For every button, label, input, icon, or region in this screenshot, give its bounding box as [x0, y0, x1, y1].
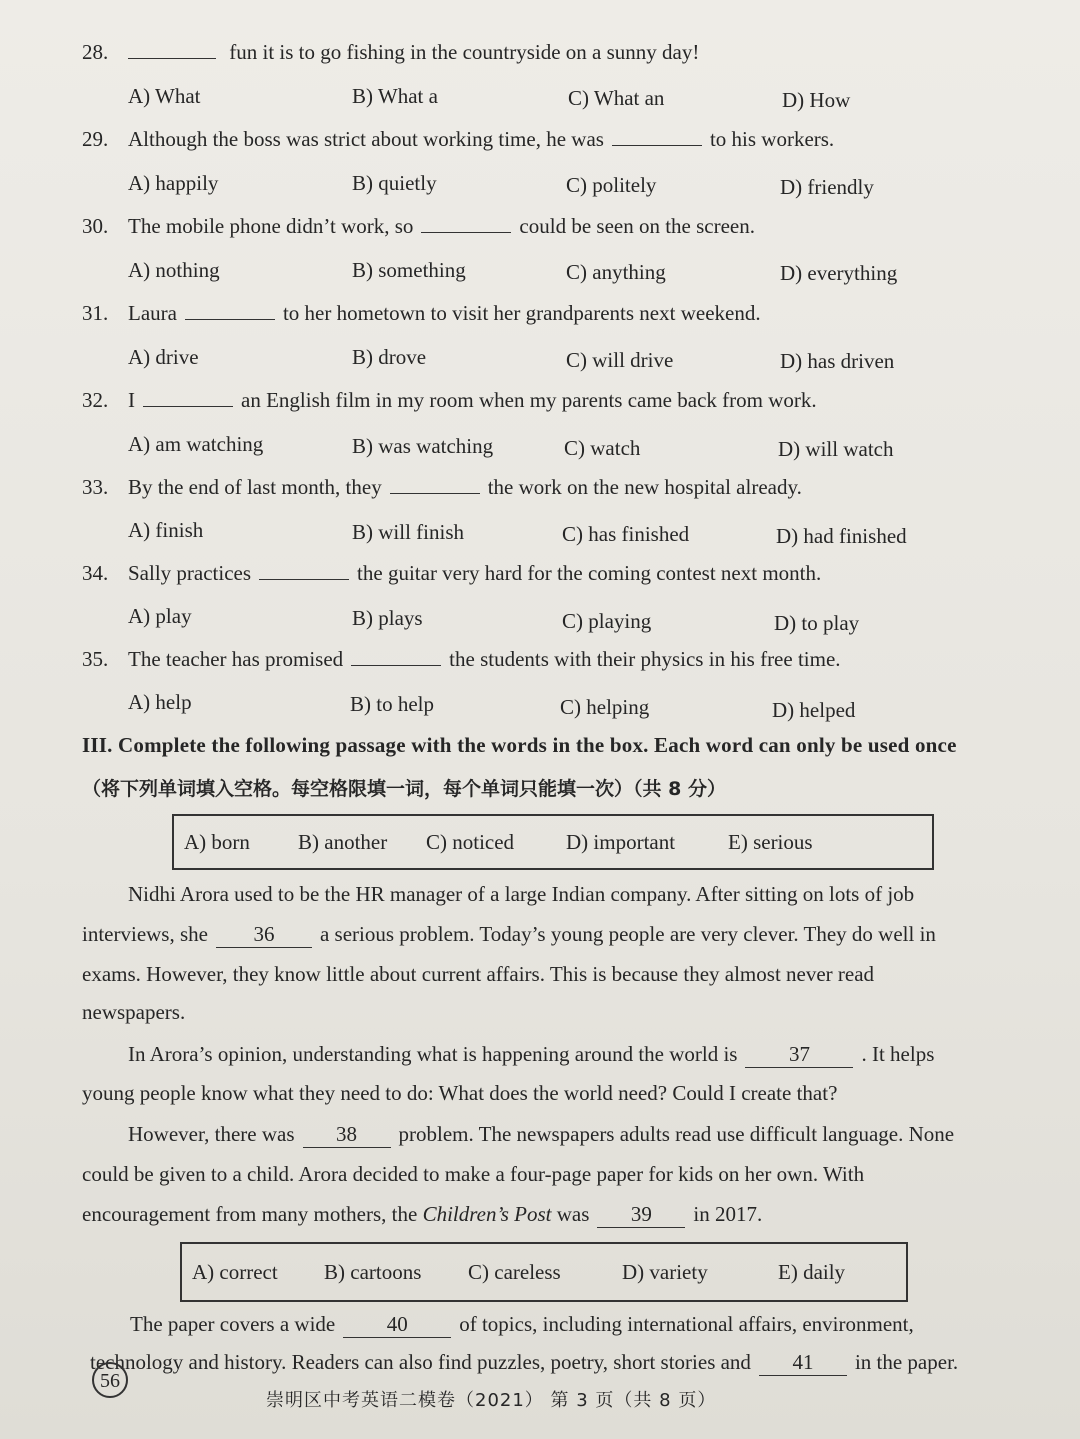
question-text: fun it is to go fishing in the countryside on a sunny day! — [229, 40, 700, 64]
option: C) What an — [568, 86, 665, 110]
passage-text: The paper covers a wide — [130, 1312, 336, 1336]
question-number: 34. — [82, 561, 109, 585]
question-number: 31. — [82, 301, 109, 325]
passage-text: encouragement from many mothers, the — [82, 1202, 418, 1226]
passage-text: of topics, including international affairs, environment, — [459, 1312, 914, 1336]
passage-text: problem. The newspapers adults read use difficult language. None — [398, 1122, 955, 1146]
option: A) play — [128, 604, 192, 628]
passage-text: in 2017. — [693, 1202, 763, 1226]
question-28 — [128, 40, 699, 65]
option: A) happily — [128, 171, 219, 195]
word-option: D) important — [566, 829, 676, 854]
word-option: E) daily — [778, 1259, 846, 1284]
passage-line — [128, 1042, 934, 1068]
answer-blank[interactable] — [421, 214, 511, 233]
footer-text: 崇明区中考英语二模卷（2021） 第 3 页（共 8 页） — [266, 1390, 717, 1411]
option: B) was watching — [352, 434, 494, 458]
question-32 — [128, 388, 817, 413]
answer-blank[interactable] — [351, 647, 441, 666]
option: A) am watching — [128, 432, 264, 456]
answer-blank-41[interactable]: 41 — [759, 1350, 847, 1376]
question-30 — [128, 214, 755, 239]
answer-blank[interactable] — [259, 561, 349, 580]
option: C) helping — [560, 695, 650, 719]
word-box-1 — [172, 814, 934, 870]
option: B) plays — [352, 606, 423, 630]
option: B) What a — [352, 84, 438, 108]
option: D) to play — [774, 611, 860, 635]
option: B) will finish — [352, 520, 465, 544]
passage-line — [130, 1312, 914, 1338]
question-35 — [128, 647, 841, 672]
option: A) nothing — [128, 258, 220, 282]
page-number-circle: 56 — [92, 1362, 128, 1398]
option: D) everything — [780, 261, 898, 285]
answer-blank[interactable] — [612, 127, 702, 146]
passage-text: . It helps — [861, 1042, 935, 1066]
word-option: E) serious — [728, 829, 813, 854]
option: A) drive — [128, 345, 199, 369]
option: D) How — [782, 88, 851, 112]
passage-line: Nidhi Arora used to be the HR manager of a large Indian company. After sitting on lots of job — [128, 882, 915, 906]
answer-blank-38[interactable]: 38 — [303, 1122, 391, 1148]
option: C) watch — [564, 436, 641, 460]
question-text: By the end of last month, they — [128, 475, 382, 499]
option: A) finish — [128, 518, 204, 542]
word-option: B) another — [298, 829, 388, 854]
question-text: Sally practices — [128, 561, 252, 585]
option: D) had finished — [776, 524, 907, 548]
question-text: an English film in my room when my parents came back from work. — [241, 388, 817, 412]
option: C) playing — [562, 609, 652, 633]
question-text: the guitar very hard for the coming contest next month. — [357, 561, 822, 585]
question-33 — [128, 475, 802, 500]
answer-blank[interactable] — [128, 40, 216, 59]
passage-line — [128, 1122, 954, 1148]
option: B) to help — [350, 692, 434, 716]
option: A) help — [128, 690, 192, 714]
question-31 — [128, 301, 761, 326]
question-29 — [128, 127, 834, 152]
word-option: D) variety — [622, 1259, 708, 1284]
option: C) will drive — [566, 348, 674, 372]
option: D) will watch — [778, 437, 894, 461]
question-text: to his workers. — [709, 127, 835, 151]
question-number: 32. — [82, 388, 109, 412]
option: D) has driven — [780, 349, 895, 373]
option: B) quietly — [352, 171, 437, 195]
answer-blank-39[interactable]: 39 — [597, 1202, 685, 1228]
passage-text: was — [556, 1202, 590, 1226]
passage-line — [82, 1202, 762, 1228]
option: C) anything — [566, 260, 666, 284]
passage-line: young people know what they need to do: What does the world need? Could I create that? — [82, 1081, 838, 1105]
word-box-2 — [180, 1242, 908, 1302]
option: D) helped — [772, 698, 856, 722]
passage-line — [90, 1350, 958, 1376]
word-option: B) cartoons — [324, 1259, 422, 1284]
word-option: C) noticed — [426, 829, 515, 854]
question-text: Although the boss was strict about working time, he was — [128, 127, 604, 151]
question-text: could be seen on the screen. — [519, 214, 755, 238]
option: D) friendly — [780, 175, 874, 199]
answer-blank-40[interactable]: 40 — [343, 1312, 451, 1338]
question-number: 33. — [82, 475, 109, 499]
question-34 — [128, 561, 821, 586]
option: A) What — [128, 84, 201, 108]
word-option: C) careless — [468, 1259, 561, 1284]
passage-text: However, there was — [128, 1122, 295, 1146]
passage-line: exams. However, they know little about current affairs. This is because they almost never read — [82, 962, 875, 986]
question-text: The teacher has promised — [128, 647, 344, 671]
option: C) politely — [566, 173, 657, 197]
passage-text: a serious problem. Today’s young people are very clever. They do well in — [319, 922, 936, 946]
word-option: A) born — [184, 829, 250, 854]
passage-text: In Arora’s opinion, understanding what is happening around the world is — [128, 1042, 738, 1066]
newspaper-title: Children’s Post — [422, 1202, 552, 1226]
answer-blank-36[interactable]: 36 — [216, 922, 312, 948]
question-number: 35. — [82, 647, 109, 671]
option: B) something — [352, 258, 466, 282]
question-text: to her hometown to visit her grandparents next weekend. — [282, 301, 761, 325]
section-title: III. Complete the following passage with the words in the box. Each word can only be used once — [82, 733, 957, 757]
question-text: The mobile phone didn’t work, so — [128, 214, 414, 238]
question-number: 29. — [82, 127, 109, 151]
question-number: 28. — [82, 40, 109, 64]
answer-blank[interactable] — [143, 388, 233, 407]
word-option: A) correct — [192, 1259, 278, 1284]
passage-text: in the paper. — [854, 1350, 959, 1374]
question-text: I — [128, 388, 135, 412]
answer-blank-37[interactable]: 37 — [745, 1042, 853, 1068]
answer-blank[interactable] — [390, 475, 480, 494]
question-text: Laura — [128, 301, 177, 325]
answer-blank[interactable] — [185, 301, 275, 320]
passage-text: interviews, she — [82, 922, 208, 946]
passage-line: could be given to a child. Arora decided to make a four-page paper for kids on her own. With — [82, 1162, 865, 1186]
passage-line: newspapers. — [82, 1000, 186, 1024]
passage-line — [82, 922, 936, 948]
question-text: the work on the new hospital already. — [487, 475, 802, 499]
question-text: the students with their physics in his free time. — [449, 647, 841, 671]
option: B) drove — [352, 345, 427, 369]
passage-text: technology and history. Readers can also find puzzles, poetry, short stories and — [90, 1350, 751, 1374]
section-subtitle: （将下列单词填入空格。每空格限填一词，每个单词只能填一次）（共 8 分） — [82, 778, 726, 800]
option: C) has finished — [562, 522, 690, 546]
question-number: 30. — [82, 214, 109, 238]
